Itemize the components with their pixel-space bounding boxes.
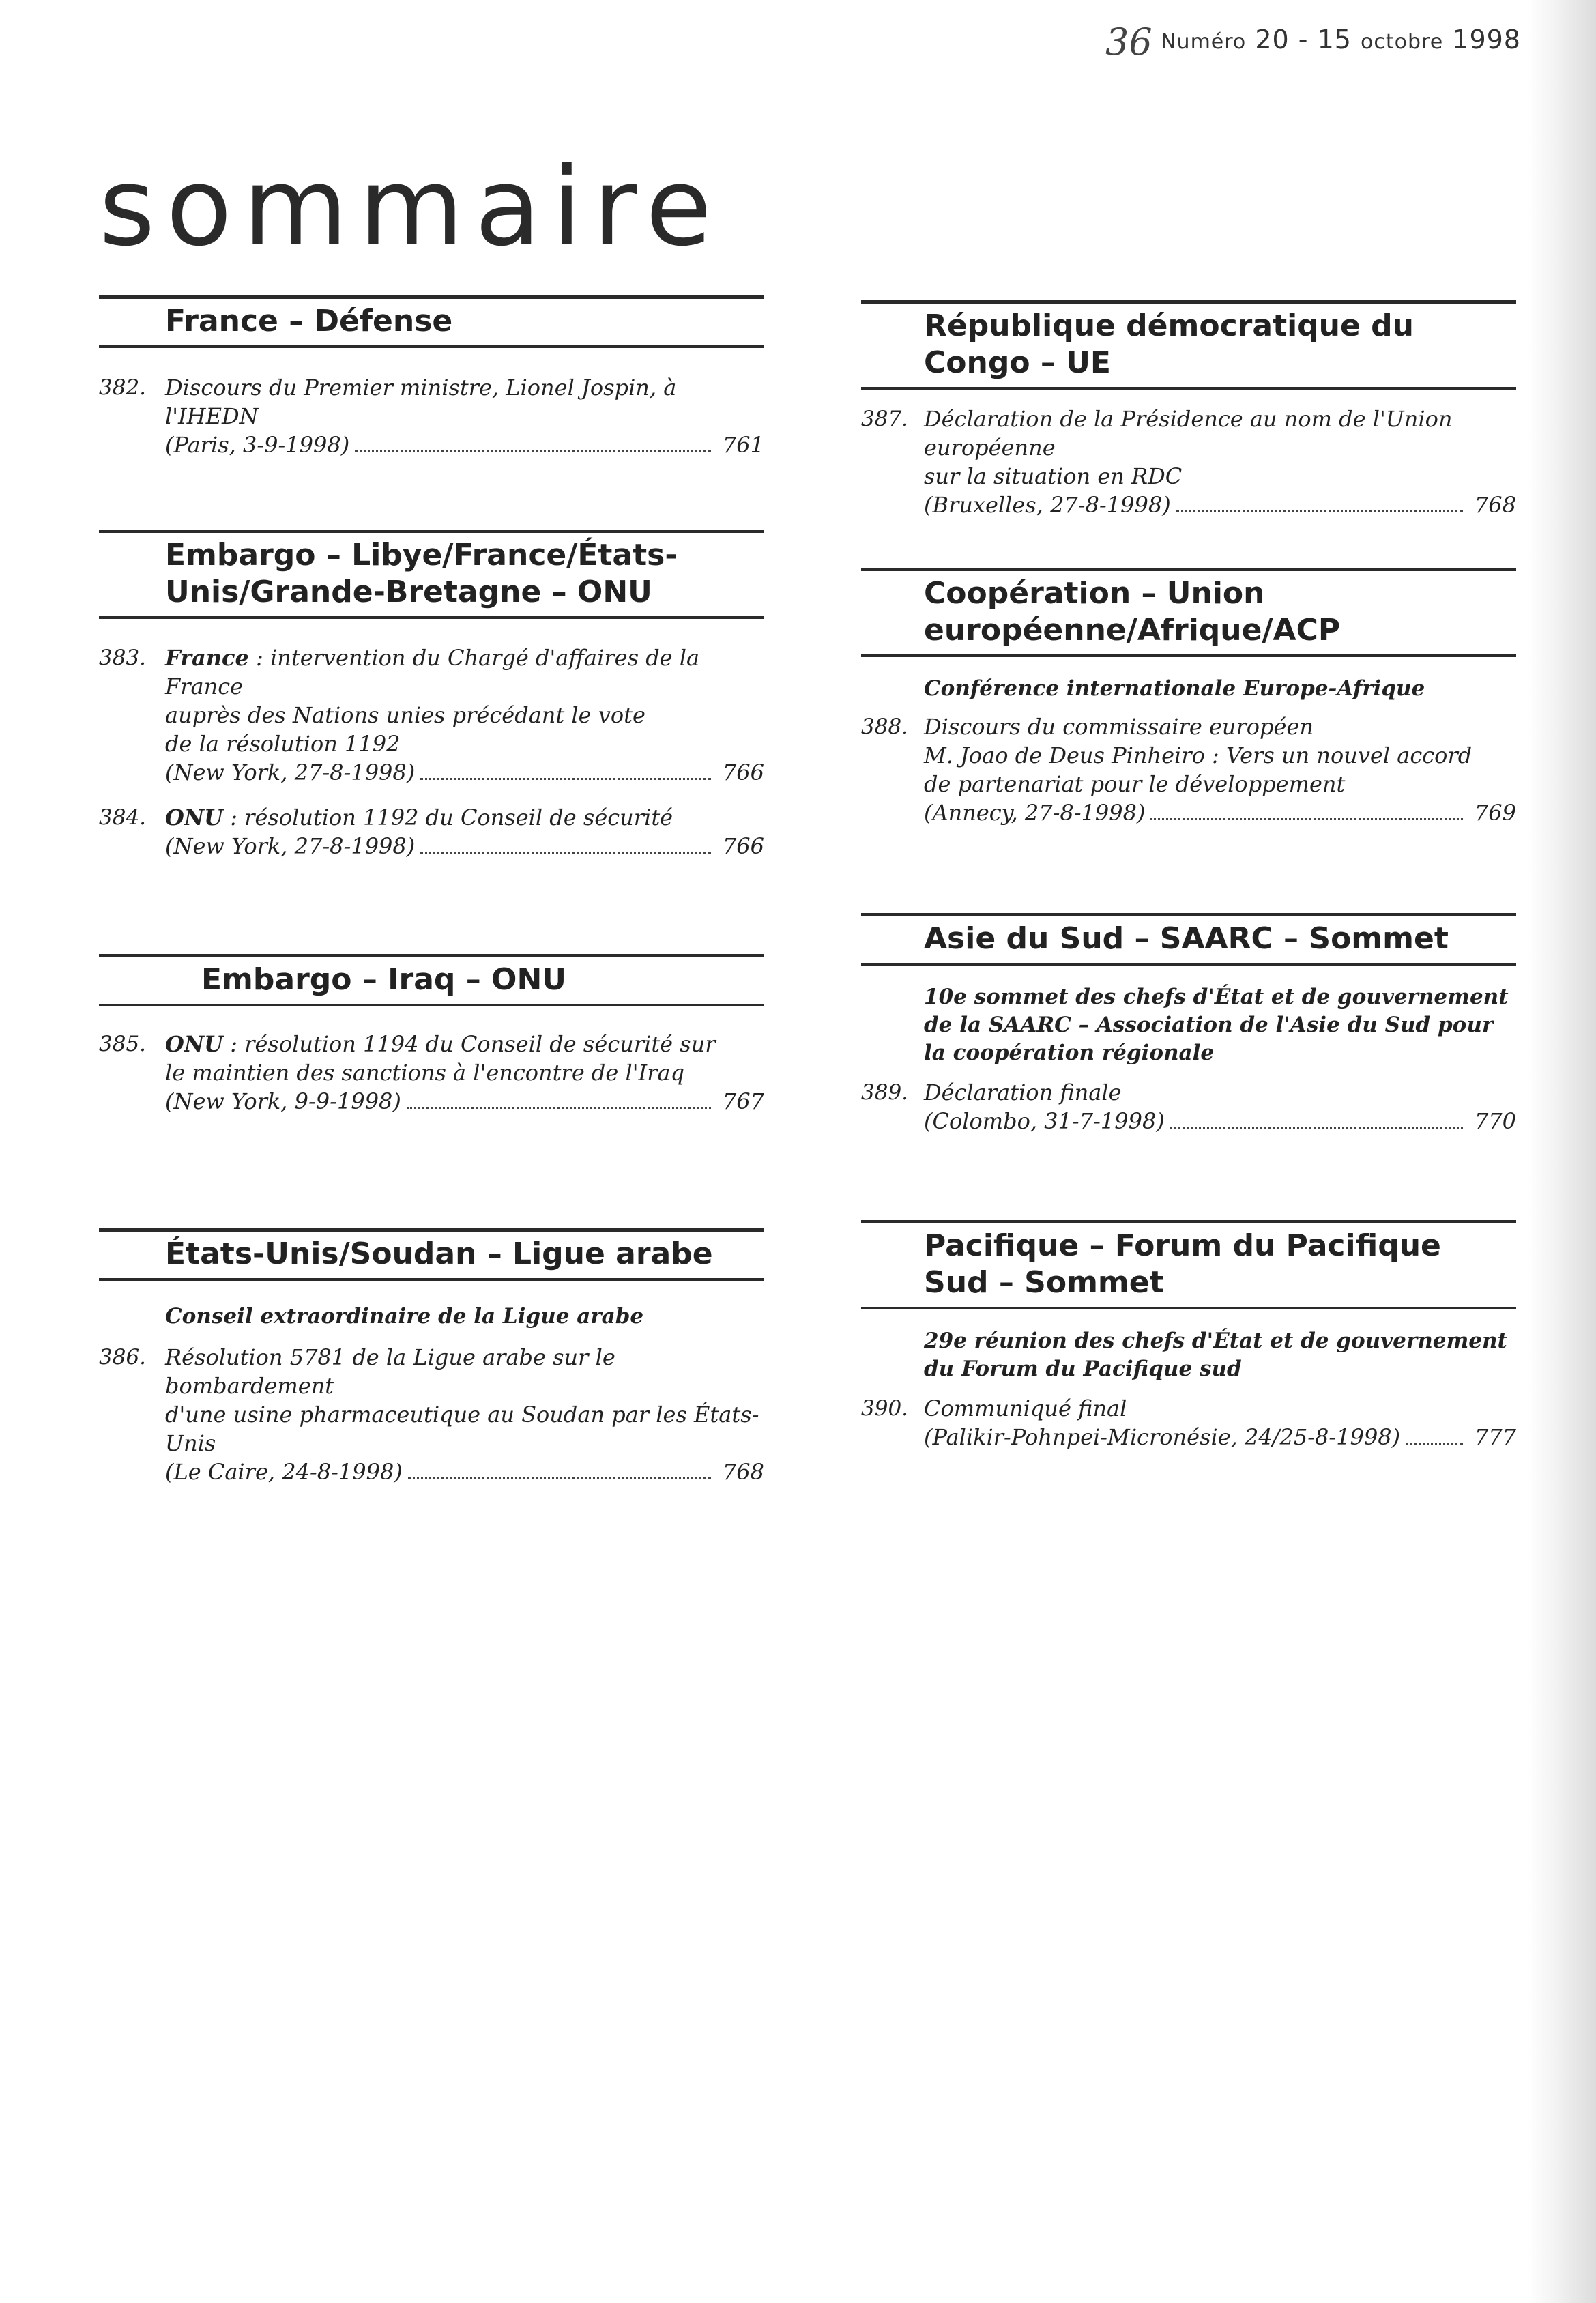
page-title: sommaire bbox=[99, 145, 723, 270]
entry-source: (Annecy, 27-8-1998) bbox=[924, 800, 1146, 826]
entry-number: 382. bbox=[99, 375, 147, 400]
issue-number: 20 - 15 bbox=[1255, 25, 1352, 55]
entry-text: Résolution 5781 de la Ligue arabe sur le bombardement bbox=[165, 1344, 615, 1399]
entry-text: Déclaration de la Présidence au nom de l'Union européenne bbox=[924, 406, 1453, 461]
section-title: Unis/Grande-Bretagne – ONU bbox=[165, 575, 652, 609]
section-pacifique bbox=[861, 1220, 1516, 1451]
entry-text: M. Joao de Deus Pinheiro : Vers un nouvel accord bbox=[924, 742, 1472, 768]
dot-leader bbox=[355, 450, 711, 452]
section-header bbox=[861, 1220, 1516, 1309]
entry-number: 390. bbox=[861, 1396, 909, 1421]
dot-leader bbox=[1150, 817, 1463, 820]
section-title: Congo – UE bbox=[924, 345, 1111, 380]
section-header bbox=[861, 300, 1516, 390]
entry-lead: ONU bbox=[165, 805, 224, 830]
entry-text: le maintien des sanctions à l'encontre de l'Iraq bbox=[165, 1060, 685, 1086]
entry-page: 761 bbox=[722, 432, 764, 458]
entry-page: 766 bbox=[722, 759, 764, 785]
section-subtitle: Conseil extraordinaire de la Ligue arabe bbox=[165, 1304, 644, 1329]
toc-entry[interactable] bbox=[861, 1078, 1516, 1135]
section-header bbox=[861, 913, 1516, 966]
entry-page: 769 bbox=[1474, 800, 1516, 826]
entry-page: 768 bbox=[1474, 492, 1516, 518]
section-title: Sud – Sommet bbox=[924, 1265, 1164, 1300]
entry-text: Discours du Premier ministre, Lionel Jospin, à l'IHEDN bbox=[165, 375, 677, 429]
section-embargo-libye bbox=[99, 530, 764, 860]
dot-leader bbox=[407, 1106, 711, 1109]
section-title: France – Défense bbox=[165, 304, 453, 338]
section-title: République démocratique du bbox=[924, 308, 1414, 343]
entry-page: 767 bbox=[722, 1088, 764, 1114]
entry-text: de la résolution 1192 bbox=[165, 731, 401, 757]
dot-leader bbox=[420, 777, 711, 780]
section-title: Coopération – Union bbox=[924, 576, 1265, 611]
entry-text: auprès des Nations unies précédant le vote bbox=[165, 702, 645, 728]
section-subtitle: la coopération régionale bbox=[924, 1041, 1215, 1065]
issue-header bbox=[1161, 25, 1521, 55]
entry-text: Discours du commissaire européen bbox=[924, 714, 1314, 740]
section-subtitle: 29e réunion des chefs d'État et de gouvernement bbox=[924, 1329, 1507, 1353]
entry-number: 385. bbox=[99, 1032, 147, 1056]
section-etats-unis-soudan bbox=[99, 1228, 764, 1486]
entry-source: (Colombo, 31-7-1998) bbox=[924, 1108, 1165, 1134]
entry-text: de partenariat pour le développement bbox=[924, 771, 1346, 797]
page-edge-shadow bbox=[1528, 0, 1596, 2303]
section-embargo-iraq bbox=[99, 954, 764, 1116]
section-subtitle: 10e sommet des chefs d'État et de gouvernement bbox=[924, 985, 1509, 1009]
entry-lead: ONU bbox=[165, 1031, 224, 1057]
entry-source: (Bruxelles, 27-8-1998) bbox=[924, 492, 1171, 518]
entry-lead: France bbox=[165, 645, 249, 671]
dot-leader bbox=[420, 851, 711, 854]
entry-text: sur la situation en RDC bbox=[924, 463, 1183, 489]
entry-text: Déclaration finale bbox=[924, 1080, 1122, 1105]
section-rdc-congo bbox=[861, 300, 1516, 519]
numero-label: Numéro bbox=[1161, 30, 1247, 54]
entry-source: (Paris, 3-9-1998) bbox=[165, 432, 350, 458]
entry-text: : résolution 1194 du Conseil de sécurité sur bbox=[223, 1031, 716, 1057]
entry-number: 389. bbox=[861, 1080, 909, 1105]
section-title: États-Unis/Soudan – Ligue arabe bbox=[165, 1236, 713, 1271]
toc-entry[interactable] bbox=[861, 712, 1516, 827]
entry-text: Communiqué final bbox=[924, 1395, 1127, 1421]
section-subtitle: de la SAARC – Association de l'Asie du Sud pour bbox=[924, 1013, 1494, 1037]
entry-page: 770 bbox=[1474, 1108, 1516, 1134]
handwritten-mark: 36 bbox=[1105, 20, 1152, 63]
toc-entry[interactable] bbox=[861, 1394, 1516, 1451]
entry-page: 766 bbox=[722, 833, 764, 859]
section-cooperation-ue bbox=[861, 568, 1516, 827]
entry-source: (New York, 9-9-1998) bbox=[165, 1088, 401, 1114]
section-header bbox=[861, 568, 1516, 657]
section-title: Asie du Sud – SAARC – Sommet bbox=[924, 921, 1449, 956]
dot-leader bbox=[408, 1477, 711, 1479]
dot-leader bbox=[1406, 1442, 1463, 1445]
toc-entry[interactable] bbox=[861, 405, 1516, 519]
issue-month: octobre bbox=[1361, 30, 1444, 54]
toc-entry[interactable] bbox=[99, 1343, 764, 1486]
toc-entry[interactable] bbox=[99, 1030, 764, 1116]
entry-number: 387. bbox=[861, 407, 909, 431]
dot-leader bbox=[1170, 1126, 1463, 1129]
section-header bbox=[99, 530, 764, 619]
section-title: Embargo – Iraq – ONU bbox=[201, 962, 567, 997]
section-france-defense bbox=[99, 295, 764, 459]
entry-number: 386. bbox=[99, 1345, 147, 1370]
entry-text: : intervention du Chargé d'affaires de la France bbox=[165, 645, 700, 699]
entry-number: 384. bbox=[99, 805, 147, 830]
section-header bbox=[99, 295, 764, 348]
entry-source: (New York, 27-8-1998) bbox=[165, 833, 416, 859]
issue-year: 1998 bbox=[1452, 25, 1521, 55]
entry-source: (Le Caire, 24-8-1998) bbox=[165, 1459, 403, 1485]
section-title: Pacifique – Forum du Pacifique bbox=[924, 1228, 1441, 1263]
toc-entry[interactable] bbox=[99, 373, 764, 459]
section-header bbox=[99, 954, 764, 1006]
entry-number: 388. bbox=[861, 714, 909, 739]
dot-leader bbox=[1176, 510, 1463, 512]
toc-entry[interactable] bbox=[99, 803, 764, 860]
section-header bbox=[99, 1228, 764, 1281]
entry-page: 777 bbox=[1474, 1424, 1516, 1450]
section-subtitle: du Forum du Pacifique sud bbox=[924, 1357, 1242, 1381]
entry-source: (New York, 27-8-1998) bbox=[165, 759, 416, 785]
entry-number: 383. bbox=[99, 646, 147, 670]
section-title: Embargo – Libye/France/États- bbox=[165, 538, 678, 573]
section-subtitle: Conférence internationale Europe-Afrique bbox=[924, 676, 1425, 701]
entry-text: : résolution 1192 du Conseil de sécurité bbox=[223, 805, 673, 830]
section-asie-du-sud bbox=[861, 913, 1516, 1135]
toc-entry[interactable] bbox=[99, 643, 764, 787]
entry-source: (Palikir-Pohnpei-Micronésie, 24/25-8-1998) bbox=[924, 1424, 1401, 1450]
entry-page: 768 bbox=[722, 1459, 764, 1485]
entry-text: d'une usine pharmaceutique au Soudan par les États-Unis bbox=[165, 1402, 759, 1456]
section-title: européenne/Afrique/ACP bbox=[924, 613, 1341, 648]
